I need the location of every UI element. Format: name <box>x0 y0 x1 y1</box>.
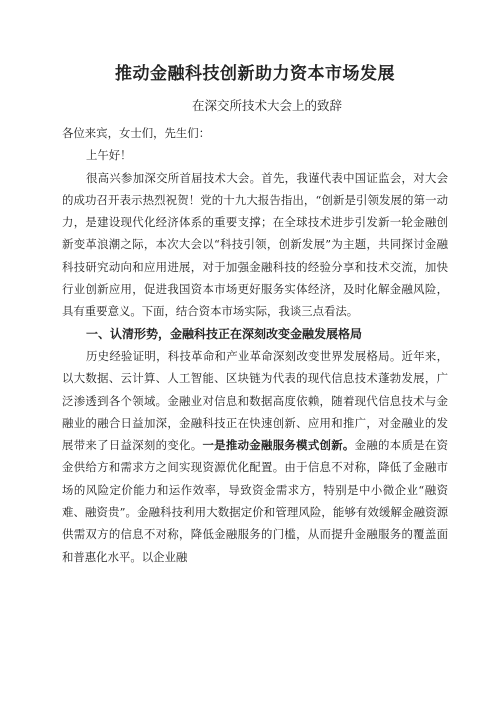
section-heading-1: 一、认清形势，金融科技正在深刻改变金融发展格局 <box>86 326 363 341</box>
paragraph-opening: 很高兴参加深交所首届技术大会。首先，我谨代表中国证监会，对大会的成功召开表示热烈祝贺！党的十九大报告指出，“创新是引领发展的第一动力，是建设现代化经济体系的重要支撑；在全球技术进步引发新一轮金融创新变革浪潮之际，本次大会以“科技引领，创新发展”为主题，共同探讨金融科技研究动向和应用进展，对于加强金融科技的经验分享和技术交流，加快行业创新应用，促进我国资本市场更好服务实体经济，及时化解金融风险，具有重要意义。下面，结合资本市场实际，我谈三点看法。 <box>62 170 448 319</box>
greeting: 上午好！ <box>86 148 132 163</box>
document-subtitle: 在深交所技术大会上的致辞 <box>191 98 342 113</box>
document-title: 推动金融科技创新助力资本市场发展 <box>115 64 395 84</box>
point-one-text: 金融的本质是在资金供给方和需求方之间实现资源优化配置。由于信息不对称，降低了金融市场的风险定价能力和运作效率，导致资金需求方，特别是中小微企业“融资难、融资贵”。金融科技利用大数据定价和管理风险，能够有效缓解金融资源供需双方的信息不对称，降低金融服务的门槛，从而提升金融服务的覆盖面和普惠化水平。以企业融 <box>62 438 448 564</box>
salutation: 各位来宾，女士们，先生们： <box>62 126 211 140</box>
point-one-heading: 一是推动金融服务模式创新。 <box>202 438 355 453</box>
paragraph-history <box>62 345 448 568</box>
paragraph-history-text: 历史经验证明，科技革命和产业革命深刻改变世界发展格局。近年来，以大数据、云计算、人工智能、区块链为代表的现代信息技术蓬勃发展，广泛渗透到各个领域。金融业对信息和数据高度依赖，随着现代信息技术与金融业的融合日益加深，金融科技正在快速创新、应用和推广，对金融业的发展带来了日益深刻的变化。 <box>62 348 448 453</box>
